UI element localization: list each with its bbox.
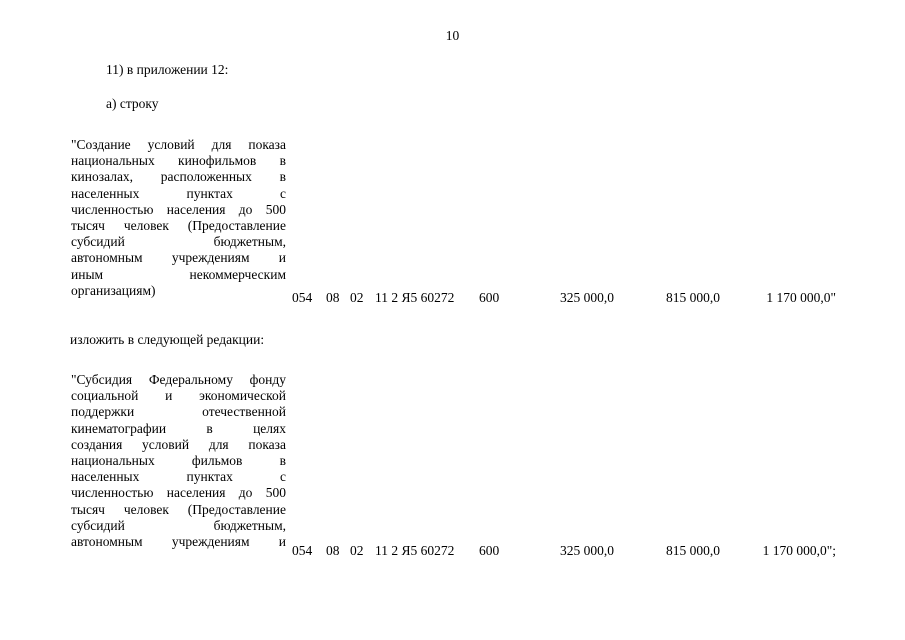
replace-text: изложить в следующей редакции: — [70, 332, 265, 347]
new-row-description-line: населенных пунктах с — [71, 469, 286, 485]
old-row-subsection: 02 — [350, 290, 364, 305]
old-row-description-line: населенных пунктах с — [71, 185, 286, 201]
subitem-text: а) строку — [106, 96, 159, 111]
new-row-value-1: 325 000,0 — [560, 543, 614, 558]
old-row-description-line: кинозалах, расположенных в — [71, 169, 286, 185]
new-row-description-line: национальных фильмов в — [71, 452, 286, 468]
old-row-org-code: 054 — [292, 290, 313, 305]
new-row-description-line: автономным учреждениям и — [71, 533, 286, 549]
new-row-subsection: 02 — [350, 543, 364, 558]
new-row-description-line: кинематографии в целях — [71, 420, 286, 436]
new-row-target-item: 11 2 Я5 60272 — [375, 543, 455, 558]
old-row-description-line: национальных кинофильмов в — [71, 153, 286, 169]
old-row-description-line: организациям) — [71, 282, 156, 298]
new-row-description-line: социальной и экономической — [71, 388, 286, 404]
new-row-description-line: поддержки отечественной — [71, 404, 286, 420]
old-row-description-line: "Создание условий для показа — [71, 137, 286, 152]
old-row-value-2: 815 000,0 — [666, 290, 720, 305]
new-row-section: 08 — [326, 543, 340, 558]
old-row-value-1: 325 000,0 — [560, 290, 614, 305]
paragraph-item: 11) в приложении 12: — [106, 62, 229, 77]
new-row-description-line: тысяч человек (Предоставление — [71, 501, 286, 517]
old-row-description-line: иным некоммерческим — [71, 266, 286, 282]
old-row-value-3: 1 170 000,0" — [766, 290, 836, 305]
new-row-expense-type: 600 — [479, 543, 500, 558]
old-row-description-line: численностью населения до 500 — [71, 201, 286, 217]
new-row-description-line: создания условий для показа — [71, 436, 286, 452]
old-row-description-line: автономным учреждениям и — [71, 250, 286, 266]
old-row-expense-type: 600 — [479, 290, 500, 305]
new-row-org-code: 054 — [292, 543, 313, 558]
new-row-value-2: 815 000,0 — [666, 543, 720, 558]
new-row-description-line: "Субсидия Федеральному фонду — [71, 372, 286, 387]
new-row-value-3: 1 170 000,0"; — [762, 543, 836, 558]
new-row-description-line: численностью населения до 500 — [71, 485, 286, 501]
old-row-description — [71, 137, 286, 299]
new-row-description — [71, 372, 286, 550]
old-row-target-item: 11 2 Я5 60272 — [375, 290, 455, 305]
old-row-section: 08 — [326, 290, 340, 305]
new-row-description-line: субсидий бюджетным, — [71, 517, 286, 533]
page-number: 10 — [445, 28, 460, 43]
old-row-description-line: субсидий бюджетным, — [71, 234, 286, 250]
old-row-description-line: тысяч человек (Предоставление — [71, 217, 286, 233]
